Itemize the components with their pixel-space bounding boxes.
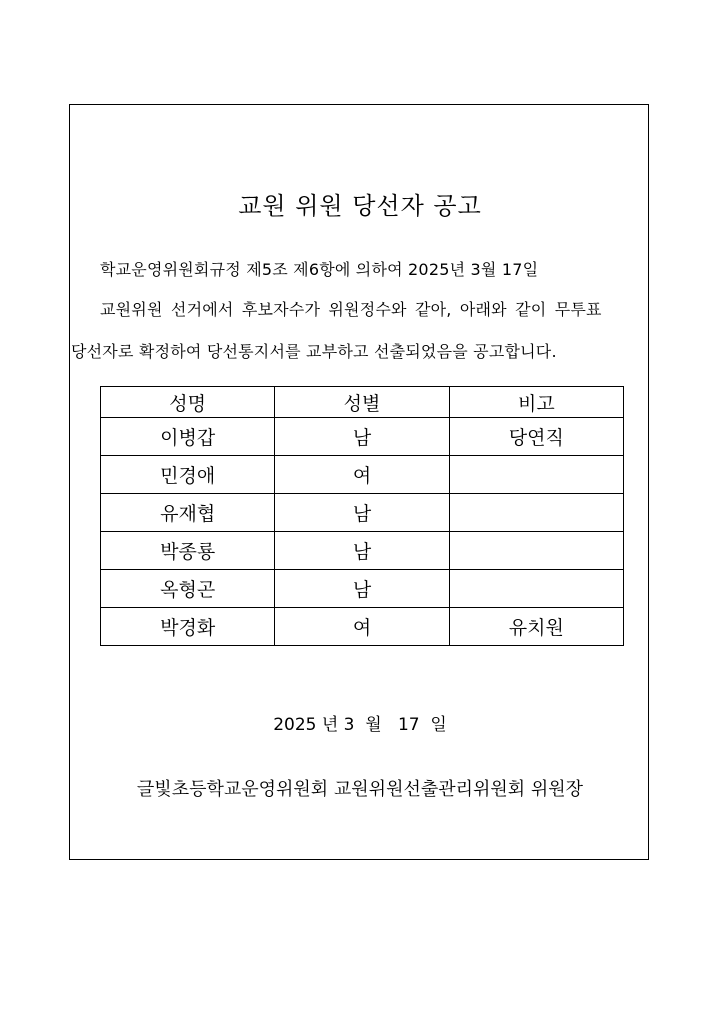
member-gender: 남 — [275, 494, 449, 532]
member-name: 이병갑 — [101, 418, 275, 456]
member-name: 박종룡 — [101, 532, 275, 570]
member-gender: 남 — [275, 570, 449, 608]
member-remarks: 유치원 — [449, 608, 623, 646]
header-name: 성명 — [101, 387, 275, 418]
notice-signature: 글빛초등학교운영위원회 교원위원선출관리위원회 위원장 — [136, 779, 584, 800]
table-row — [101, 494, 624, 532]
member-remarks: 당연직 — [449, 418, 623, 456]
table-row — [101, 570, 624, 608]
member-remarks — [449, 456, 623, 494]
notice-title: 교원 위원 당선자 공고 — [238, 192, 482, 220]
table-row — [101, 532, 624, 570]
member-name: 옥형곤 — [101, 570, 275, 608]
member-name: 유재협 — [101, 494, 275, 532]
member-remarks — [449, 494, 623, 532]
member-gender: 여 — [275, 456, 449, 494]
member-name: 박경화 — [101, 608, 275, 646]
member-gender: 남 — [275, 418, 449, 456]
table-row — [101, 456, 624, 494]
notice-paragraph-line-2: 교원위원 선거에서 후보자수가 위원정수와 같아, 아래와 같이 무투표 — [100, 300, 602, 319]
table-row — [101, 608, 624, 646]
notice-date: 2025 년 3 월 17 일 — [273, 715, 447, 735]
member-name: 민경애 — [101, 456, 275, 494]
table-header-row — [101, 387, 624, 418]
member-gender: 남 — [275, 532, 449, 570]
member-remarks — [449, 570, 623, 608]
table-row — [101, 418, 624, 456]
notice-paragraph-line-1: 학교운영위원회규정 제5조 제6항에 의하여 2025년 3월 17일 — [100, 260, 539, 279]
member-gender: 여 — [275, 608, 449, 646]
notice-paragraph-line-3: 당선자로 확정하여 당선통지서를 교부하고 선출되었음을 공고합니다. — [71, 342, 557, 361]
header-remarks: 비고 — [449, 387, 623, 418]
header-gender: 성별 — [275, 387, 449, 418]
member-remarks — [449, 532, 623, 570]
elected-members-table — [100, 386, 624, 646]
